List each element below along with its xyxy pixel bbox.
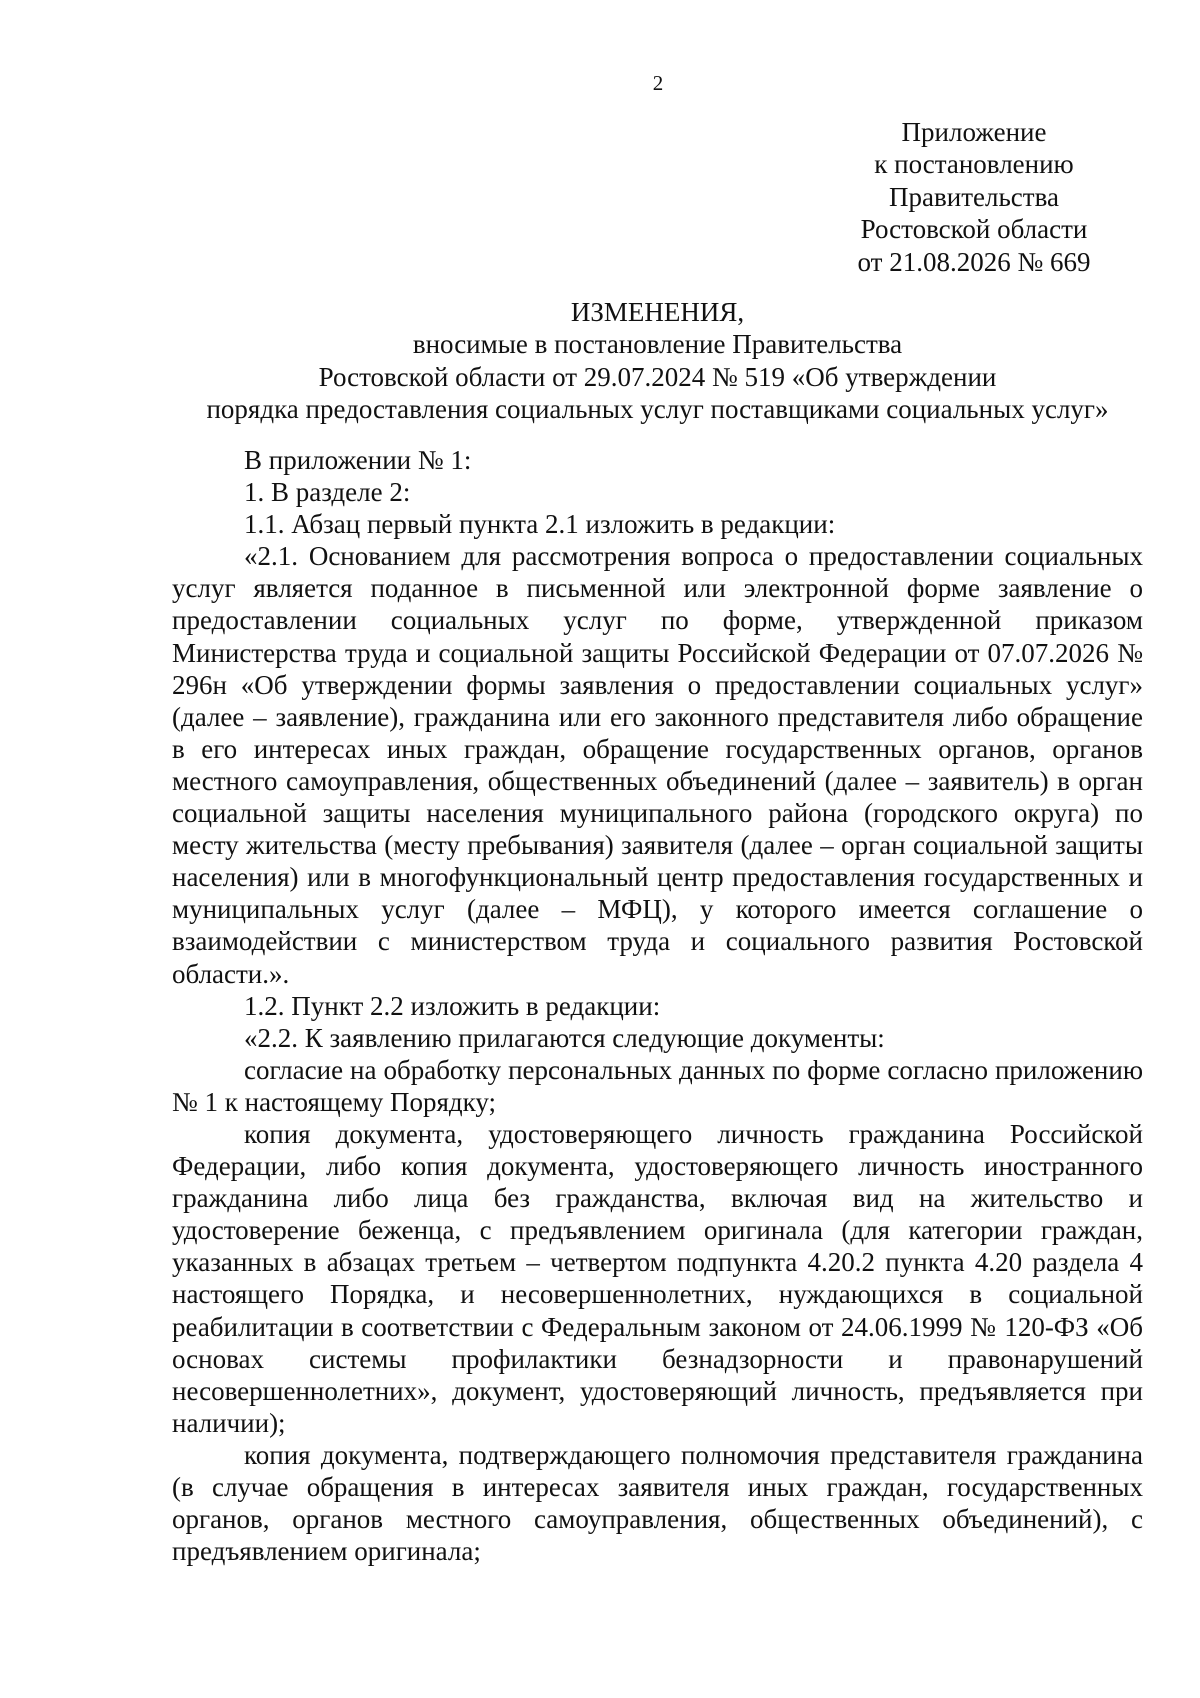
paragraph-identity-copy: копия документа, удостоверяющего личность гражданина Российской Федерации, либо копия документа, удостоверяющего личность иностранного гражданина либо лица без гражданства, включая вид на жительство и удостоверение беженца, с предъявлением оригинала (для категории граждан, указанных в абзацах третьем – четвертом подпункта 4.20.2 пункта 4.20 раздела 4 настоящего Порядка, и несовершеннолетних, нуждающихся в социальной реабилитации в соответствии с Федеральным законом от 24.06.1999 № 120-ФЗ «Об основах системы профилактики безнадзорности и правонарушений несовершеннолетних», документ, удостоверяющий личность, предъявляется при наличии);	[172, 1118, 1143, 1438]
paragraph-item-1-2: 1.2. Пункт 2.2 изложить в редакции:	[244, 990, 661, 1021]
paragraph-authority-copy: копия документа, подтверждающего полномочия представителя гражданина (в случае обращения в интересах заявителя иных граждан, государственных органов, органов местного самоуправления, общественных объединений), с предъявлением оригинала;	[172, 1439, 1143, 1567]
paragraph-section-ref: 1. В разделе 2:	[244, 477, 411, 508]
heading-line: вносимые в постановление Правительства	[412, 329, 903, 360]
appendix-line: Ростовской области	[860, 214, 1088, 245]
appendix-line: от 21.08.2026 № 669	[857, 246, 1091, 277]
document-body	[172, 444, 1143, 1567]
paragraph-clause-2-2: «2.2. К заявлению прилагаются следующие документы:	[244, 1022, 885, 1053]
heading-line: порядка предоставления социальных услуг поставщиками социальных услуг»	[206, 393, 1109, 424]
document-heading	[172, 296, 1143, 425]
paragraph-clause-2-1: «2.1. Основанием для рассмотрения вопроса о предоставлении социальных услуг является поданное в письменной или электронной форме заявление о предоставлении социальных услуг по форме, утвержденной приказом Министерства труда и социальной защиты Российской Федерации от 07.07.2026 № 296н «Об утверждении формы заявления о предоставлении социальных услуг» (далее – заявление), гражданина или его законного представителя либо обращение в его интересах иных граждан, обращение государственных органов, органов местного самоуправления, общественных объединений (далее – заявитель) в орган социальной защиты населения муниципального района (городского округа) по месту жительства (месту пребывания) заявителя (далее – орган социальной защиты населения) или в многофункциональный центр предоставления государственных и муниципальных услуг (далее – МФЦ), у которого имеется соглашение о взаимодействии с министерством труда и социального развития Ростовской области.».	[172, 541, 1143, 989]
appendix-block	[829, 116, 1119, 278]
paragraph-item-1-1: 1.1. Абзац первый пункта 2.1 изложить в редакции:	[244, 509, 836, 540]
page-number: 2	[652, 71, 664, 95]
paragraph-appendix-ref: В приложении № 1:	[244, 445, 472, 475]
appendix-line: Приложение	[901, 117, 1047, 147]
heading-line: Ростовской области от 29.07.2024 № 519 «Об утверждении	[318, 361, 997, 392]
appendix-line: к постановлению	[874, 149, 1074, 180]
heading-title: ИЗМЕНЕНИЯ,	[570, 297, 745, 327]
paragraph-consent: согласие на обработку персональных данных по форме согласно приложению № 1 к настоящему Порядку;	[172, 1054, 1143, 1117]
appendix-line: Правительства	[889, 181, 1059, 212]
